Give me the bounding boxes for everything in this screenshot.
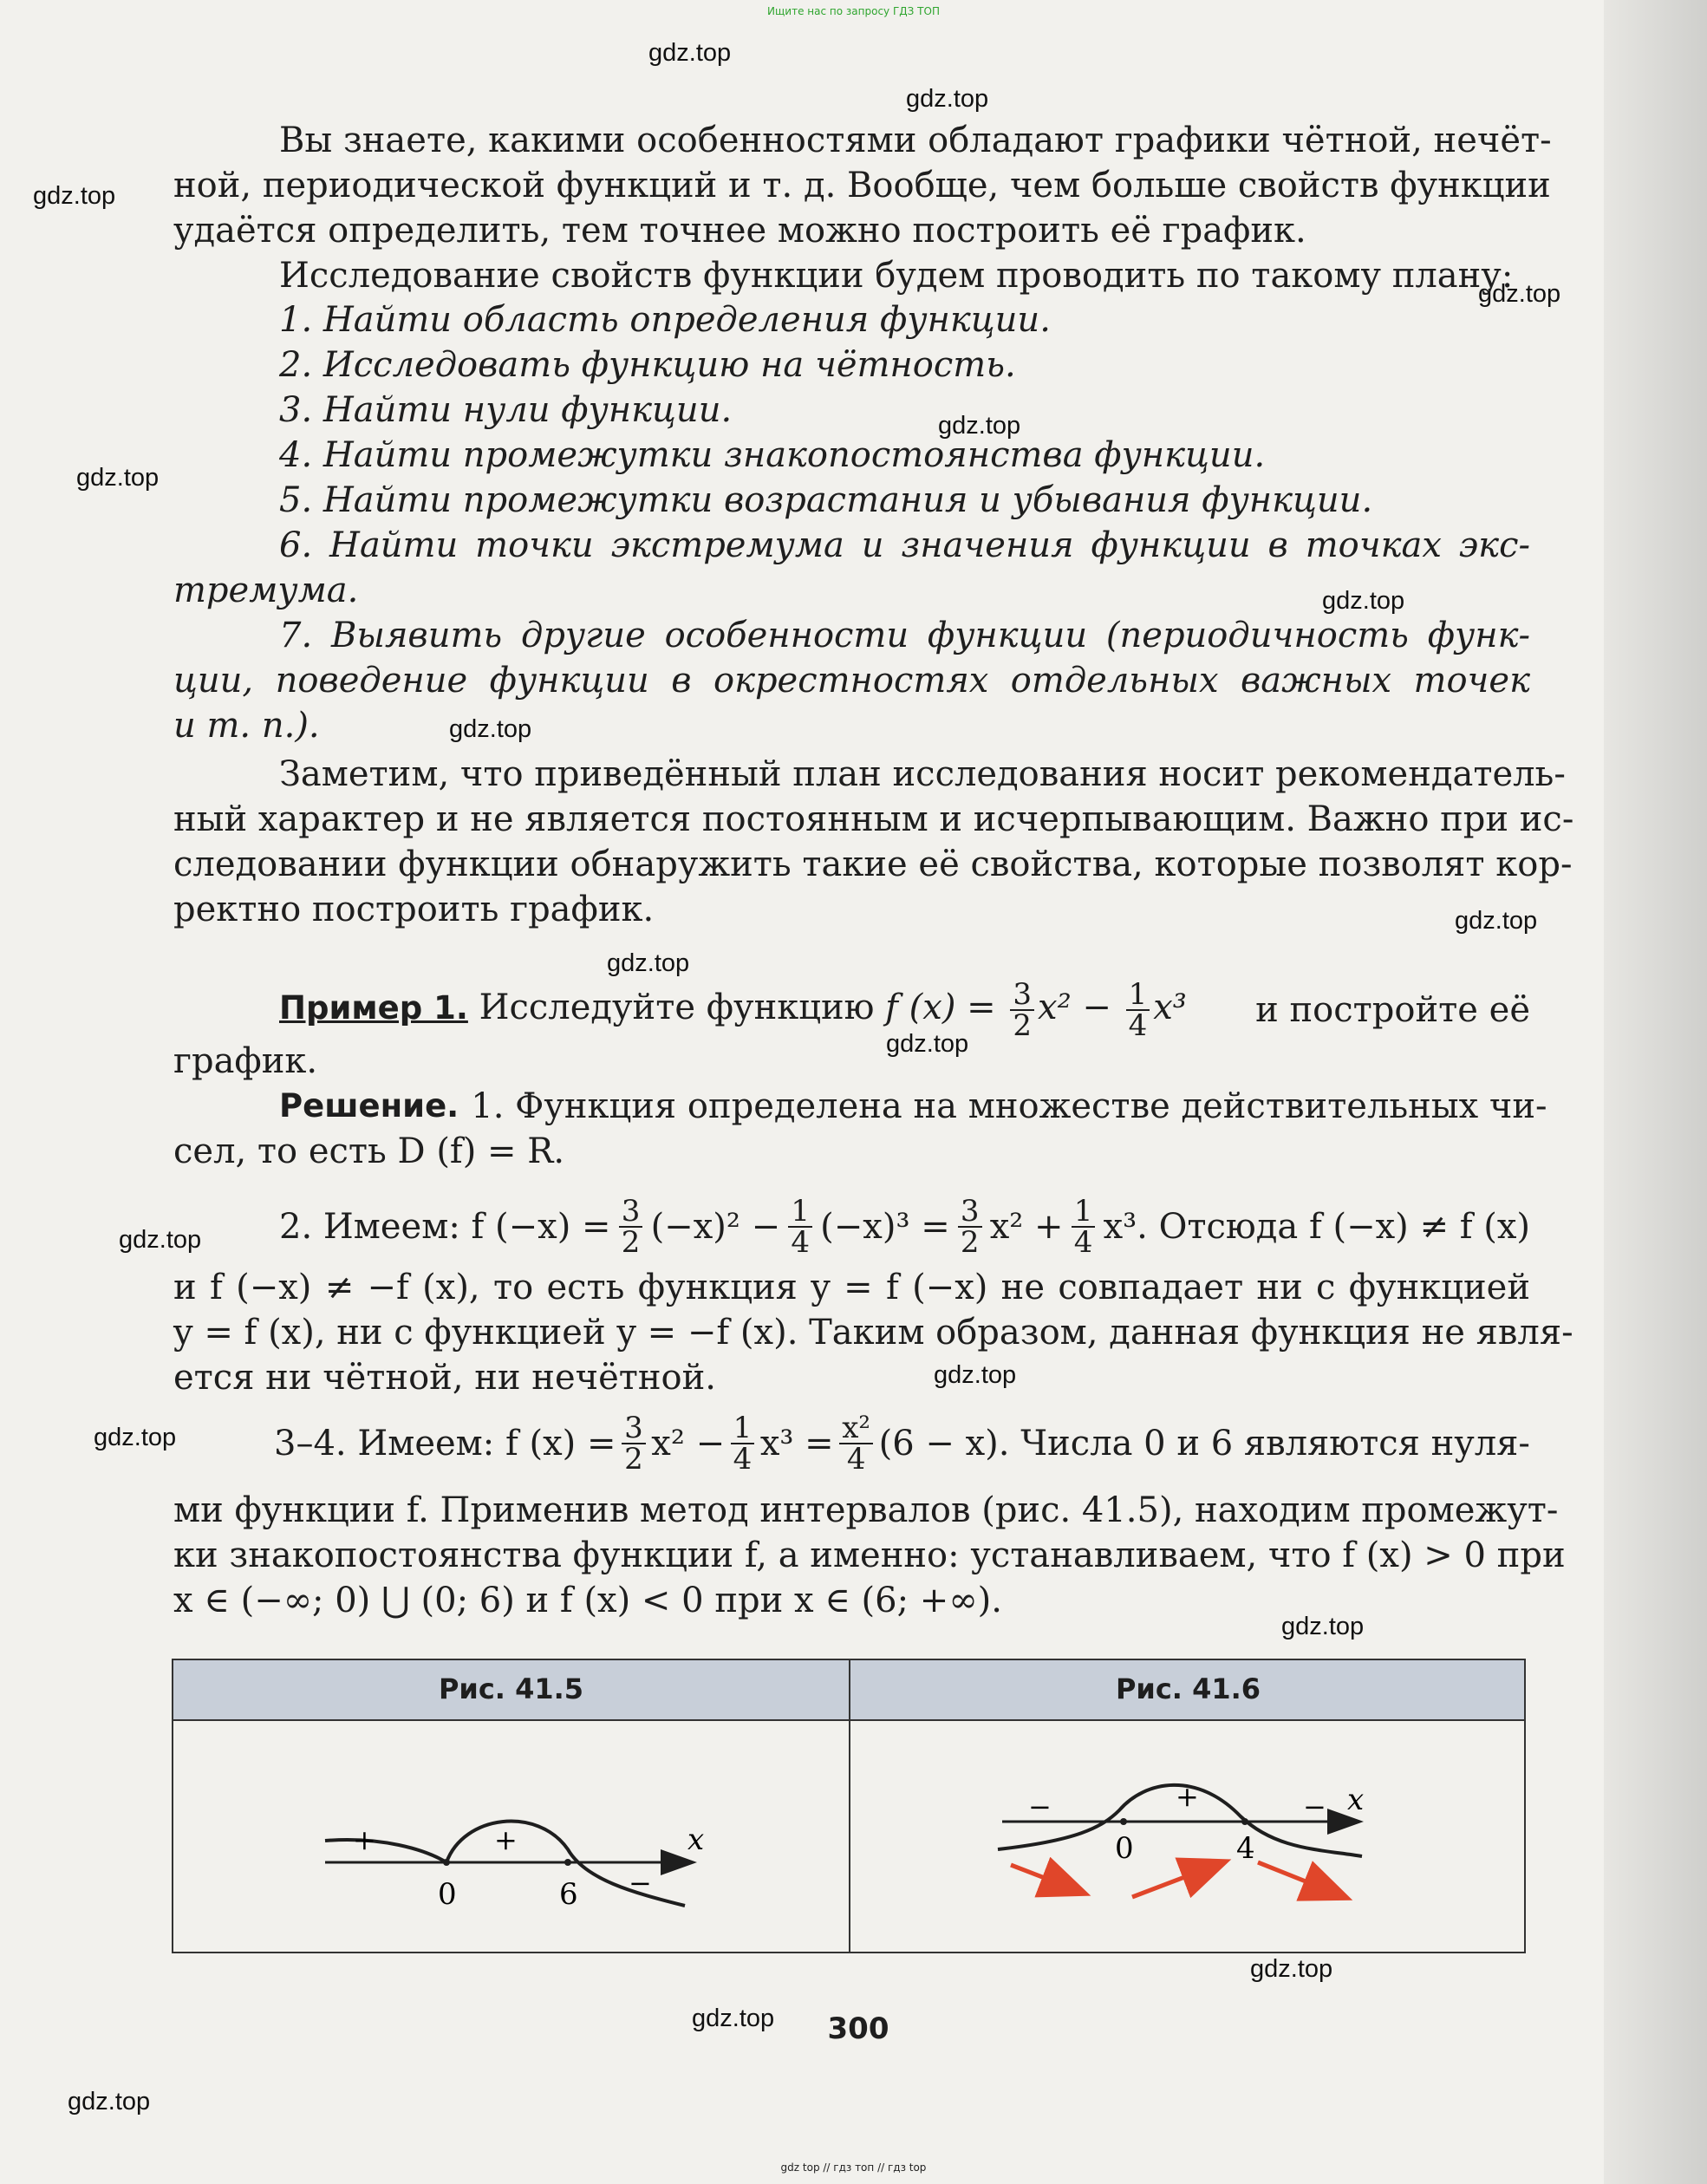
solution-line xyxy=(279,1084,1547,1129)
formula: x³. Отсюда f (−x) ≠ f (x) xyxy=(1103,1207,1530,1247)
sign-label: + xyxy=(353,1823,376,1856)
formula: 3–4. Имеем: f (x) = xyxy=(274,1424,616,1464)
fraction-numerator: 1 xyxy=(788,1196,812,1228)
formula: (6 − x). Числа 0 и 6 являются нуля- xyxy=(878,1424,1530,1464)
figures-table xyxy=(172,1659,1526,1953)
figure-title: Рис. 41.5 xyxy=(438,1672,584,1705)
increasing-arrow xyxy=(1132,1862,1223,1897)
paragraph-line: ной, периодической функций и т. д. Вообще, чем больше свойств функции xyxy=(173,166,1551,205)
watermark: gdz.top xyxy=(906,85,989,113)
sign-label: − xyxy=(629,1867,652,1900)
solution-text: 1. Функция определена на множестве действительных чи- xyxy=(471,1086,1547,1126)
fraction-denominator: 4 xyxy=(1128,1008,1148,1043)
fraction xyxy=(1072,1194,1096,1260)
sign-label: + xyxy=(494,1823,518,1856)
fraction-numerator: 3 xyxy=(958,1196,982,1228)
plan-step: тремума. xyxy=(173,570,359,610)
fraction-denominator: 4 xyxy=(1073,1225,1093,1260)
fraction xyxy=(1126,977,1150,1043)
watermark: gdz.top xyxy=(449,715,532,743)
watermark: gdz.top xyxy=(119,1226,202,1254)
plan-step: 2. Исследовать функцию на чётность. xyxy=(279,345,1016,385)
solution-line: ки знакопостоянства функции f, а именно: устанавливаем, что f (x) > 0 при xyxy=(173,1535,1566,1575)
zero-label: 0 xyxy=(1115,1831,1134,1866)
formula: f (x) = xyxy=(885,988,996,1027)
plan-step: 4. Найти промежутки знакопостоянства функции. xyxy=(279,435,1266,475)
example-line xyxy=(279,977,1530,1043)
fraction-numerator: 3 xyxy=(1010,980,1034,1011)
fraction-numerator: 1 xyxy=(1072,1196,1096,1228)
solution-line xyxy=(274,1411,1530,1477)
fraction xyxy=(622,1411,646,1477)
formula: x² + xyxy=(989,1207,1064,1247)
formula: (−x)³ = xyxy=(820,1207,950,1247)
paragraph-line: Вы знаете, какими особенностями обладают графики чётной, нечёт- xyxy=(279,121,1552,160)
example-label: Пример 1. xyxy=(279,989,468,1027)
solution-line xyxy=(279,1194,1530,1260)
fraction xyxy=(619,1194,643,1260)
paragraph-line: ный характер и не является постоянным и исчерпывающим. Важно при ис- xyxy=(173,799,1574,839)
sign-label: − xyxy=(1303,1790,1326,1823)
axis-label: x xyxy=(1347,1783,1365,1817)
solution-line: y = f (x), ни с функцией y = −f (x). Таким образом, данная функция не явля- xyxy=(173,1313,1573,1353)
solution-line: ется ни чётной, ни нечётной. xyxy=(173,1358,716,1398)
plan-step: 1. Найти область определения функции. xyxy=(279,300,1051,340)
fraction-denominator: 4 xyxy=(733,1442,753,1477)
watermark: gdz.top xyxy=(1250,1955,1333,1983)
solution-line: сел, то есть D (f) = R. xyxy=(173,1131,565,1171)
page-number: 300 xyxy=(827,2011,889,2046)
paragraph-line: удаётся определить, тем точнее можно построить её график. xyxy=(173,211,1306,251)
watermark: gdz.top xyxy=(1455,907,1538,935)
watermark: gdz.top xyxy=(68,2088,151,2116)
formula: x³ = xyxy=(759,1424,834,1464)
plan-step: и т. п.). xyxy=(173,706,320,746)
example-line: график. xyxy=(173,1041,318,1081)
sign-label: − xyxy=(1028,1790,1052,1823)
solution-line: x ∈ (−∞; 0) ⋃ (0; 6) и f (x) < 0 при x ∈ (6; +∞). xyxy=(173,1581,1002,1620)
example-text: Исследуйте функцию xyxy=(479,988,875,1027)
extremum-point xyxy=(1120,1818,1127,1825)
watermark: gdz.top xyxy=(76,464,160,492)
extremum-point xyxy=(1241,1818,1248,1825)
watermark: gdz.top xyxy=(1281,1613,1365,1640)
fraction-numerator: 3 xyxy=(619,1196,643,1228)
watermark: gdz.top xyxy=(607,949,690,977)
formula: x³ xyxy=(1153,988,1187,1027)
watermark: gdz.top xyxy=(33,182,116,210)
fraction-numerator: 3 xyxy=(622,1413,646,1444)
fraction-denominator: 4 xyxy=(791,1225,810,1260)
zero-point xyxy=(443,1859,450,1866)
fraction-denominator: 2 xyxy=(621,1225,641,1260)
paragraph-line: следовании функции обнаружить такие её свойства, которые позволят кор- xyxy=(173,844,1573,884)
watermark: gdz.top xyxy=(938,412,1021,440)
fraction-denominator: 2 xyxy=(624,1442,643,1477)
fraction-denominator: 2 xyxy=(960,1225,980,1260)
plan-intro: Исследование свойств функции будем проводить по такому плану: xyxy=(279,256,1514,296)
figure-41-6 xyxy=(850,1719,1526,1952)
zero-label: 4 xyxy=(1236,1831,1255,1866)
plan-step: ции, поведение функции в окрестностях отдельных важных точек xyxy=(173,661,1530,701)
fraction xyxy=(958,1194,982,1260)
fraction xyxy=(839,1411,873,1477)
plan-step: 5. Найти промежутки возрастания и убывания функции. xyxy=(279,480,1373,520)
fraction-denominator: 4 xyxy=(846,1442,866,1477)
zero-label: 0 xyxy=(438,1877,457,1912)
formula: x² − xyxy=(651,1424,726,1464)
solution-label: Решение. xyxy=(279,1087,459,1125)
fraction xyxy=(731,1411,755,1477)
plan-step: 6. Найти точки экстремума и значения функции в точках экс- xyxy=(279,525,1530,565)
fraction-denominator: 2 xyxy=(1013,1008,1033,1043)
zero-point xyxy=(564,1859,571,1866)
sign-label: + xyxy=(1176,1780,1199,1813)
example-text: и постройте её xyxy=(1255,990,1530,1030)
formula: (−x)² − xyxy=(650,1207,781,1247)
watermark: gdz.top xyxy=(692,2005,775,2032)
figure-41-5 xyxy=(173,1719,849,1952)
paragraph-line: ректно построить график. xyxy=(173,890,655,929)
plan-step: 7. Выявить другие особенности функции (периодичность функ- xyxy=(279,616,1530,655)
solution-line: ми функции f. Применив метод интервалов (рис. 41.5), находим промежут- xyxy=(173,1490,1559,1530)
fraction xyxy=(1010,977,1034,1043)
figure-title: Рис. 41.6 xyxy=(1115,1672,1261,1705)
watermark: gdz.top xyxy=(94,1424,177,1451)
axis-label: x xyxy=(687,1822,705,1857)
formula: 2. Имеем: f (−x) = xyxy=(279,1207,611,1247)
watermark: gdz.top xyxy=(1322,587,1405,615)
bottom-banner: gdz top // гдз топ // гдз top xyxy=(780,2161,927,2174)
formula: x² − xyxy=(1038,988,1111,1027)
fraction xyxy=(788,1194,812,1260)
watermark: gdz.top xyxy=(1478,280,1561,308)
watermark: gdz.top xyxy=(934,1361,1017,1389)
decreasing-arrow xyxy=(1011,1865,1083,1893)
solution-line: и f (−x) ≠ −f (x), то есть функция y = f (−x) не совпадает ни с функцией xyxy=(173,1268,1530,1307)
paragraph-line: Заметим, что приведённый план исследования носит рекомендатель- xyxy=(279,754,1566,794)
fraction-numerator: x² xyxy=(839,1413,873,1444)
sign-curve xyxy=(325,1840,446,1862)
fraction-numerator: 1 xyxy=(1126,980,1150,1011)
watermark: gdz.top xyxy=(886,1030,969,1058)
decreasing-arrow xyxy=(1258,1862,1345,1897)
top-banner: Ищите нас по запросу ГДЗ ТОП xyxy=(767,5,940,17)
zero-label: 6 xyxy=(559,1877,578,1912)
watermark: gdz.top xyxy=(648,39,732,67)
fraction-numerator: 1 xyxy=(731,1413,755,1444)
plan-step: 3. Найти нули функции. xyxy=(279,390,733,430)
